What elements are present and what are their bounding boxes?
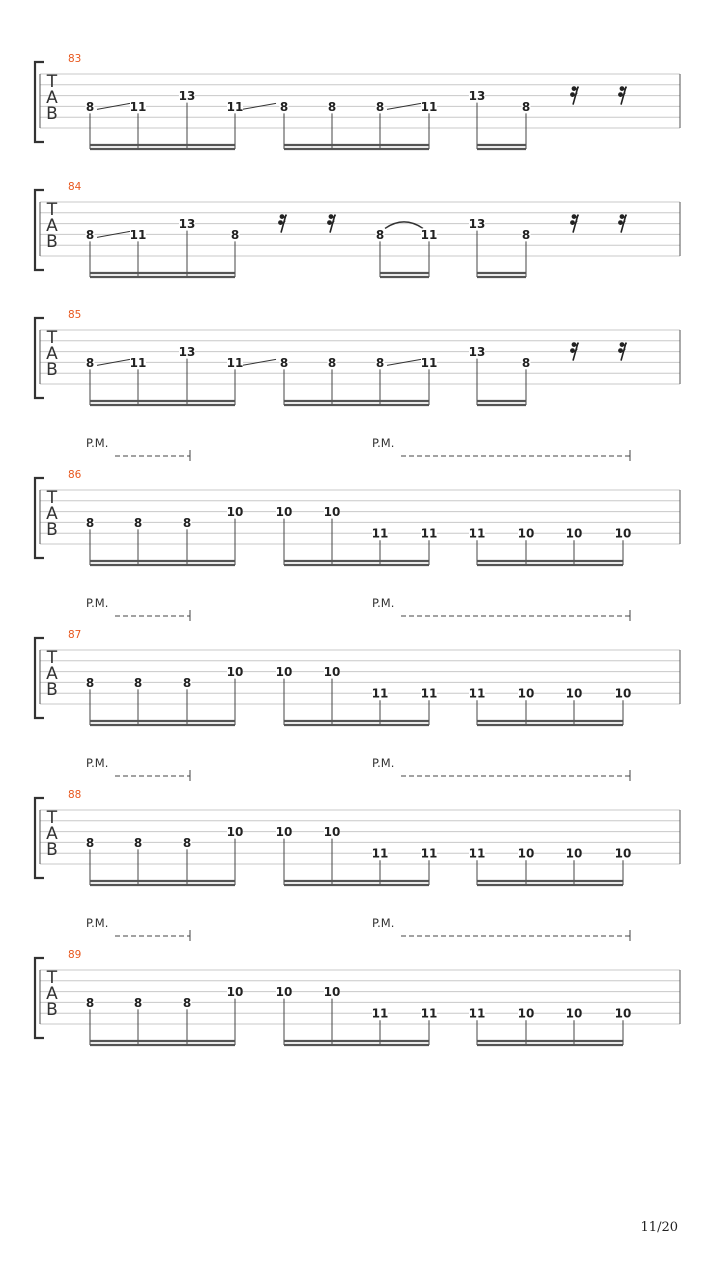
fret-number: 8 — [375, 227, 385, 242]
fret-number: 13 — [178, 345, 196, 360]
fret-number: 10 — [323, 505, 341, 520]
fret-number: 10 — [517, 686, 535, 701]
fret-number: 13 — [178, 89, 196, 104]
palm-mute-label: P.M. — [372, 916, 395, 930]
fret-number: 8 — [279, 355, 289, 370]
fret-number: 13 — [468, 89, 486, 104]
fret-number: 8 — [182, 675, 192, 690]
fret-number: 8 — [85, 355, 95, 370]
fret-number: 13 — [468, 217, 486, 232]
tab-clef-letter: T — [46, 968, 58, 988]
fret-number: 11 — [420, 355, 438, 370]
tab-clef-letter: A — [46, 984, 58, 1004]
fret-number: 11 — [420, 1006, 438, 1021]
fret-number: 11 — [129, 227, 147, 242]
fret-number: 10 — [323, 985, 341, 1000]
page-number: 11/20 — [640, 1220, 678, 1235]
tab-system — [35, 53, 680, 149]
fret-number: 10 — [226, 665, 244, 680]
tab-clef-letter: A — [46, 664, 58, 684]
fret-number: 11 — [420, 846, 438, 861]
tab-system — [35, 309, 680, 405]
fret-number: 11 — [468, 686, 486, 701]
fret-number: 8 — [85, 227, 95, 242]
fret-number: 10 — [565, 686, 583, 701]
tab-clef-letter: A — [46, 504, 58, 524]
fret-number: 10 — [226, 505, 244, 520]
fret-number: 10 — [614, 846, 632, 861]
fret-number: 8 — [133, 995, 143, 1010]
tab-clef-letter: T — [46, 328, 58, 348]
tab-system — [35, 756, 680, 885]
tab-clef-letter: B — [46, 520, 58, 540]
fret-number: 11 — [420, 227, 438, 242]
tab-system — [35, 436, 680, 565]
tab-clef-letter: T — [46, 808, 58, 828]
tab-system — [35, 596, 680, 725]
fret-number: 11 — [420, 99, 438, 114]
palm-mute-label: P.M. — [86, 916, 109, 930]
tab-clef-letter: T — [46, 488, 58, 508]
measure-number: 83 — [68, 53, 82, 65]
fret-number: 8 — [521, 99, 531, 114]
fret-number: 11 — [371, 686, 389, 701]
fret-number: 8 — [85, 99, 95, 114]
fret-number: 11 — [371, 526, 389, 541]
fret-number: 8 — [375, 99, 385, 114]
measure-number: 85 — [68, 309, 82, 321]
fret-number: 10 — [517, 526, 535, 541]
fret-number: 10 — [323, 825, 341, 840]
fret-number: 8 — [182, 995, 192, 1010]
measure-number: 86 — [68, 469, 82, 481]
tab-system — [35, 181, 680, 277]
fret-number: 8 — [133, 515, 143, 530]
measure-number: 89 — [68, 949, 82, 961]
fret-number: 11 — [129, 99, 147, 114]
tab-clef-letter: T — [46, 200, 58, 220]
fret-number: 8 — [85, 995, 95, 1010]
fret-number: 11 — [371, 1006, 389, 1021]
fret-number: 8 — [327, 355, 337, 370]
fret-number: 8 — [133, 675, 143, 690]
palm-mute-label: P.M. — [372, 756, 395, 770]
fret-number: 10 — [275, 985, 293, 1000]
tab-clef-letter: B — [46, 680, 58, 700]
fret-number: 10 — [275, 665, 293, 680]
fret-number: 10 — [565, 526, 583, 541]
tab-system — [35, 916, 680, 1045]
fret-number: 10 — [517, 1006, 535, 1021]
tab-clef-letter: A — [46, 824, 58, 844]
fret-number: 8 — [375, 355, 385, 370]
fret-number: 8 — [85, 835, 95, 850]
fret-number: 11 — [468, 846, 486, 861]
fret-number: 11 — [226, 99, 244, 114]
fret-number: 8 — [85, 675, 95, 690]
fret-number: 8 — [85, 515, 95, 530]
fret-number: 8 — [182, 835, 192, 850]
fret-number: 10 — [614, 686, 632, 701]
fret-number: 10 — [565, 1006, 583, 1021]
palm-mute-label: P.M. — [86, 436, 109, 450]
tab-clef-letter: A — [46, 88, 58, 108]
fret-number: 8 — [279, 99, 289, 114]
fret-number: 10 — [565, 846, 583, 861]
tie-arc — [385, 222, 423, 229]
tab-clef-letter: B — [46, 232, 58, 252]
fret-number: 11 — [226, 355, 244, 370]
fret-number: 10 — [517, 846, 535, 861]
measure-number: 87 — [68, 629, 82, 641]
fret-number: 10 — [275, 505, 293, 520]
fret-number: 10 — [226, 825, 244, 840]
fret-number: 11 — [420, 526, 438, 541]
fret-number: 8 — [521, 355, 531, 370]
fret-number: 11 — [468, 1006, 486, 1021]
fret-number: 8 — [327, 99, 337, 114]
fret-number: 11 — [420, 686, 438, 701]
fret-number: 11 — [371, 846, 389, 861]
fret-number: 8 — [521, 227, 531, 242]
tab-clef-letter: B — [46, 104, 58, 124]
fret-number: 8 — [133, 835, 143, 850]
fret-number: 10 — [614, 1006, 632, 1021]
fret-number: 10 — [275, 825, 293, 840]
tab-clef-letter: T — [46, 72, 58, 92]
tab-clef-letter: A — [46, 344, 58, 364]
fret-number: 10 — [226, 985, 244, 1000]
palm-mute-label: P.M. — [86, 756, 109, 770]
fret-number: 13 — [178, 217, 196, 232]
palm-mute-label: P.M. — [86, 596, 109, 610]
tab-clef-letter: B — [46, 1000, 58, 1020]
tab-clef-letter: T — [46, 648, 58, 668]
tab-clef-letter: A — [46, 216, 58, 236]
fret-number: 10 — [323, 665, 341, 680]
fret-number: 11 — [468, 526, 486, 541]
palm-mute-label: P.M. — [372, 596, 395, 610]
fret-number: 10 — [614, 526, 632, 541]
tab-clef-letter: B — [46, 360, 58, 380]
fret-number: 8 — [230, 227, 240, 242]
measure-number: 84 — [68, 181, 82, 193]
fret-number: 13 — [468, 345, 486, 360]
palm-mute-label: P.M. — [372, 436, 395, 450]
fret-number: 11 — [129, 355, 147, 370]
measure-number: 88 — [68, 789, 82, 801]
fret-number: 8 — [182, 515, 192, 530]
tab-clef-letter: B — [46, 840, 58, 860]
